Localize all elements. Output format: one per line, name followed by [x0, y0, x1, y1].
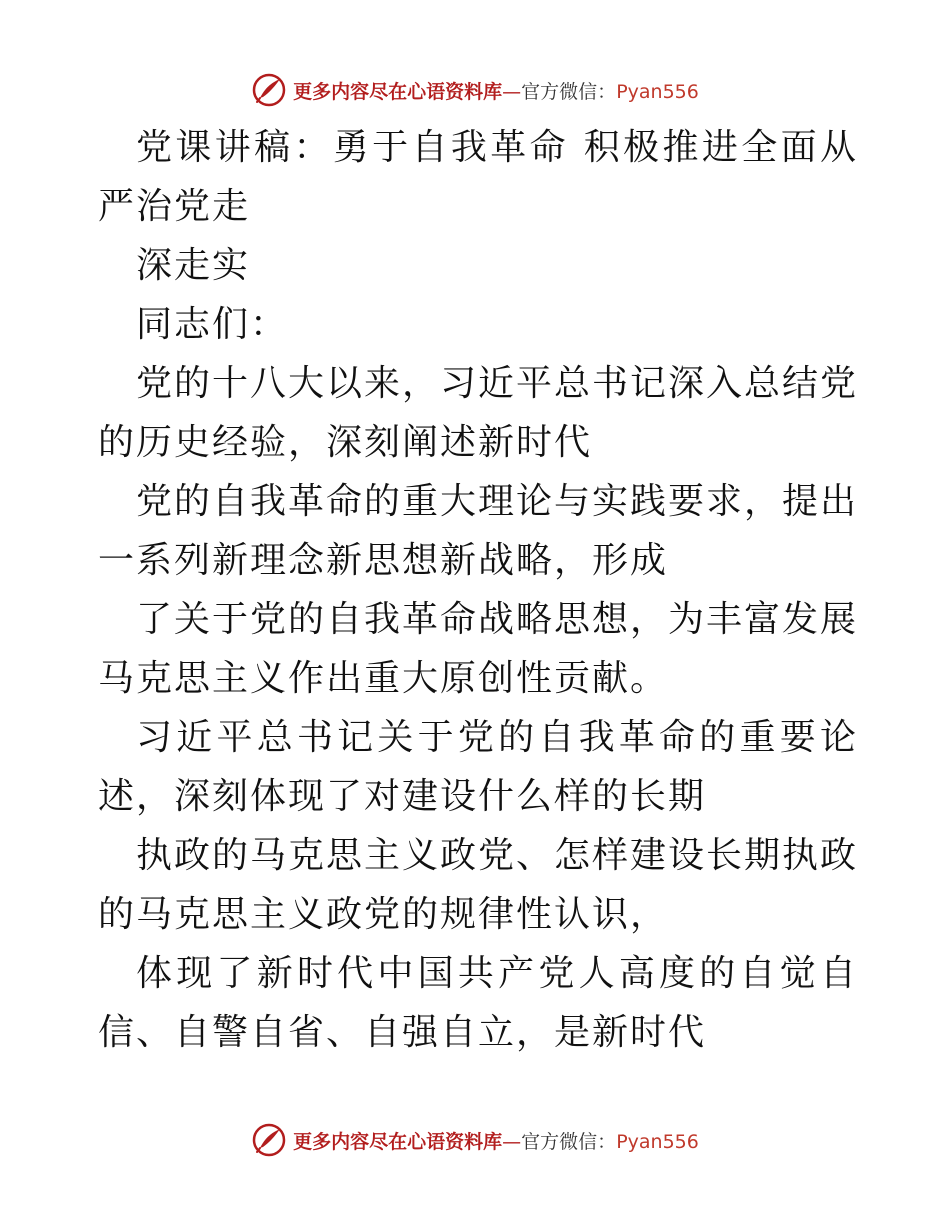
header-banner-dash: — [502, 80, 522, 103]
header-banner [0, 70, 950, 110]
footer-banner-official: 官方微信： [521, 1130, 617, 1153]
quill-logo-icon [251, 1122, 287, 1158]
doc-paragraph: 习近平总书记关于党的自我革命的重要论述，深刻体现了对建设什么样的长期 [98, 717, 858, 817]
doc-paragraph: 党的自我革命的重大理论与实践要求，提出一系列新理念新思想新战略，形成 [98, 481, 859, 581]
header-banner-official: 官方微信： [521, 80, 617, 103]
footer-banner-text [293, 1127, 699, 1154]
header-banner-wechat: Pyan556 [616, 80, 699, 103]
doc-title-line-2: 深走实 [136, 245, 251, 286]
doc-paragraph: 了关于党的自我革命战略思想，为丰富发展马克思主义作出重大原创性贡献。 [98, 599, 859, 699]
doc-salutation: 同志们： [136, 304, 289, 345]
footer-banner-wechat: Pyan556 [616, 1130, 699, 1153]
footer-banner [0, 1120, 950, 1160]
doc-paragraph: 执政的马克思主义政党、怎样建设长期执政的马克思主义政党的规律性认识， [98, 835, 859, 935]
header-banner-text [293, 77, 699, 104]
doc-paragraph: 党的十八大以来，习近平总书记深入总结党的历史经验，深刻阐述新时代 [98, 363, 859, 463]
document-body [98, 118, 858, 1062]
footer-banner-dash: — [502, 1130, 522, 1153]
header-banner-main: 更多内容尽在心语资料库 [293, 80, 503, 103]
quill-logo-icon [251, 72, 287, 108]
doc-paragraph: 体现了新时代中国共产党人高度的自觉自信、自警自省、自强自立，是新时代 [98, 953, 858, 1053]
footer-banner-main: 更多内容尽在心语资料库 [293, 1130, 503, 1153]
doc-title-line-1: 党课讲稿：勇于自我革命 积极推进全面从严治党走 [98, 127, 858, 227]
